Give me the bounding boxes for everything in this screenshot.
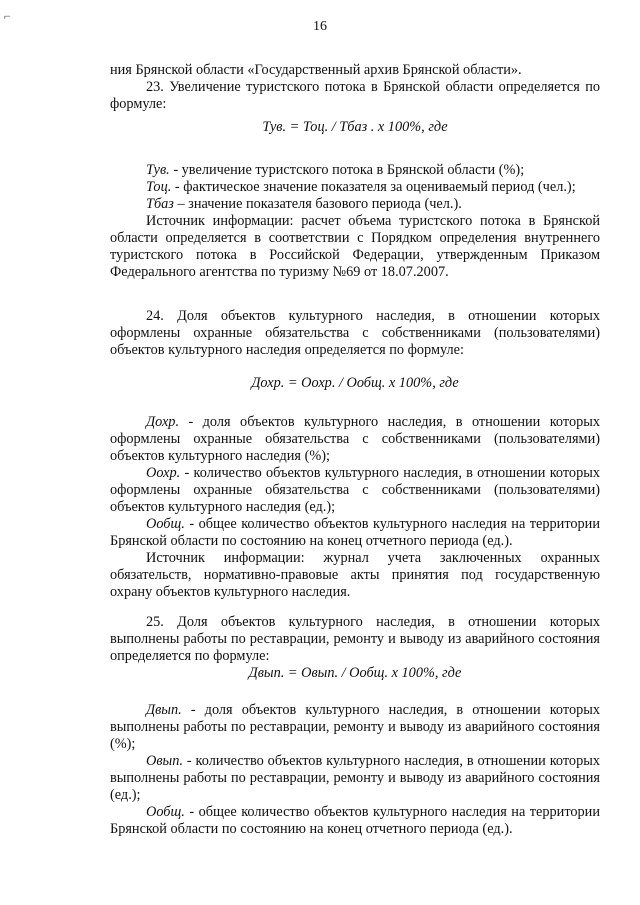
- definition-text: - количество объектов культурного наследия, в отношении которых выполнены работы по реставрации, ремонту и выводу из аварийного состояния (ед.);: [110, 753, 600, 803]
- section-25: [110, 614, 600, 838]
- section-23-definition-1: [110, 162, 600, 179]
- definition-text: - количество объектов культурного наследия, в отношении которых оформлены охранные обязательства с собственниками (пользователями) объектов культурного наследия (ед.);: [110, 465, 600, 515]
- term: Тув.: [146, 162, 170, 178]
- definition-text: – значение показателя базового периода (чел.).: [173, 196, 462, 212]
- section-24-formula: Дохр. = Оохр. / Ообщ. х 100%, где: [251, 375, 459, 391]
- corner-mark: ⌐: [4, 9, 11, 23]
- section-25-definition-3: [110, 804, 600, 838]
- section-24-definition-2: [110, 465, 600, 516]
- intro-line: ния Брянской области «Государственный архив Брянской области».: [110, 62, 522, 78]
- term: Ообщ.: [146, 516, 185, 532]
- section-23-heading: 23. Увеличение туристского потока в Брянской области определяется по формуле:: [110, 79, 600, 112]
- section-24: [110, 308, 600, 601]
- section-24-source: Источник информации: журнал учета заключенных охранных обязательств, нормативно-правовые акты принятия под государственную охрану объектов культурного наследия.: [110, 550, 600, 600]
- section-24-definition-1: [110, 414, 600, 465]
- section-24-definition-3: [110, 516, 600, 550]
- section-23-source: Источник информации: расчет объема туристского потока в Брянской области определяется в соответствии с Порядком определения внутреннего туристского потока в Российской Федерации, утвержденным Приказом Федерального агентства по туризму №69 от 18.07.2007.: [110, 213, 600, 280]
- definition-text: - доля объектов культурного наследия, в отношении которых оформлены охранные обязательства с собственниками (пользователями) объектов культурного наследия (%);: [110, 414, 600, 464]
- definition-text: - доля объектов культурного наследия, в отношении которых выполнены работы по реставрации, ремонту и выводу из аварийного состояния (%);: [110, 702, 600, 752]
- section-23-definition-2: [110, 179, 600, 196]
- definition-text: - фактическое значение показателя за оцениваемый период (чел.);: [171, 179, 576, 195]
- section-25-definition-2: [110, 753, 600, 804]
- term: Ообщ.: [146, 804, 185, 820]
- section-23-formula: Тув. = Тоц. / Тбаз . х 100%, где: [262, 119, 448, 135]
- section-25-formula: Двып. = Овып. / Ообщ. х 100%, где: [248, 665, 462, 681]
- section-23: [110, 79, 600, 281]
- term: Оохр.: [146, 465, 181, 481]
- term: Двып.: [146, 702, 182, 718]
- definition-text: - общее количество объектов культурного наследия на территории Брянской области по состоянию на конец отчетного периода (ед.).: [110, 516, 600, 549]
- term: Тоц.: [146, 179, 172, 195]
- term: Дохр.: [146, 414, 180, 430]
- section-24-heading: 24. Доля объектов культурного наследия, в отношении которых оформлены охранные обязательства с собственниками (пользователями) объектов культурного наследия определяется по формуле:: [110, 308, 600, 358]
- definition-text: - общее количество объектов культурного наследия на территории Брянской области по состоянию на конец отчетного периода (ед.).: [110, 804, 600, 837]
- definition-text: - увеличение туристского потока в Брянской области (%);: [169, 162, 525, 178]
- section-25-heading: 25. Доля объектов культурного наследия, в отношении которых выполнены работы по реставрации, ремонту и выводу из аварийного состояния определяется по формуле:: [110, 614, 600, 664]
- page-number: 16: [313, 19, 327, 34]
- section-23-definition-3: [110, 196, 600, 213]
- term: Тбаз: [146, 196, 174, 212]
- section-25-definition-1: [110, 702, 600, 753]
- term: Овып.: [146, 753, 183, 769]
